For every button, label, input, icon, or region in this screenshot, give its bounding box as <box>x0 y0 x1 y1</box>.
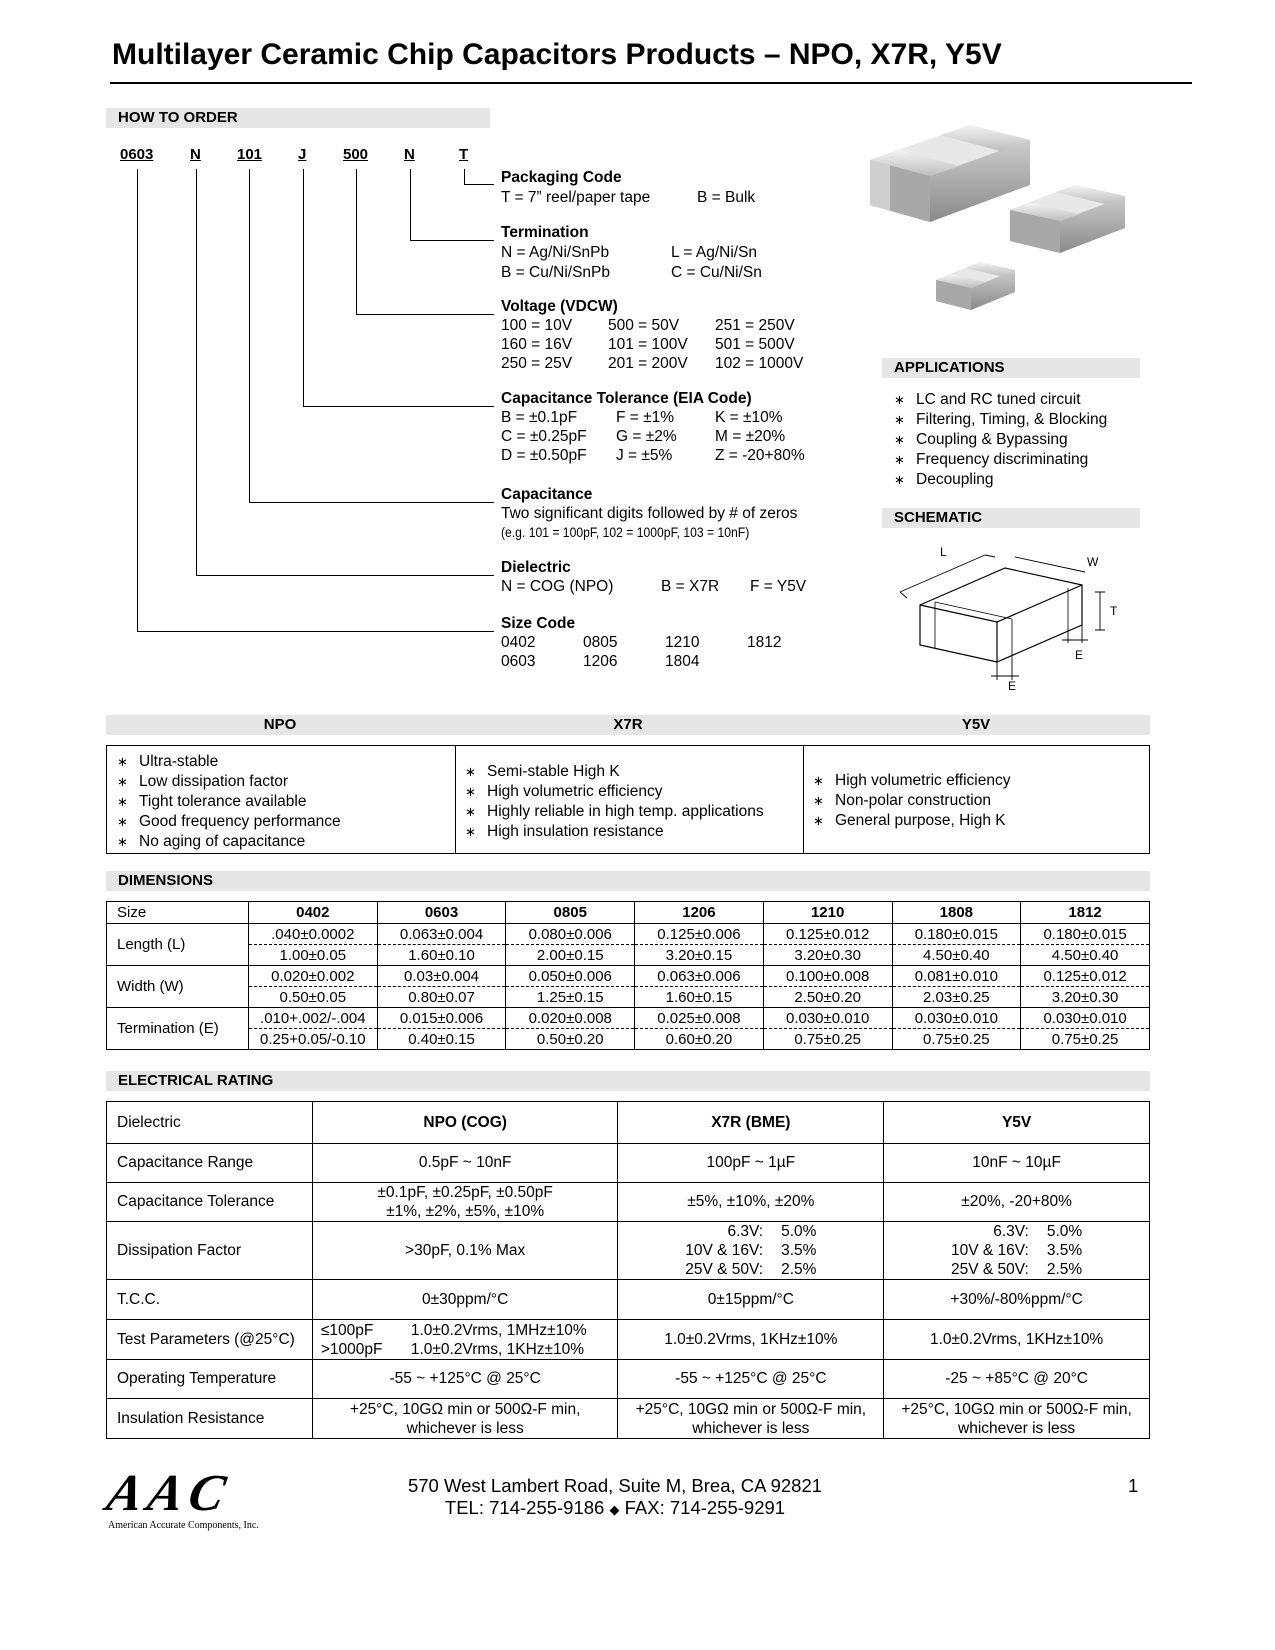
table-cell: 0.50±0.05 <box>248 987 377 1008</box>
table-cell: 0.75±0.25 <box>1021 1029 1150 1050</box>
termination-option: B = Cu/Ni/SnPb <box>501 264 610 281</box>
table-cell <box>884 1399 1150 1439</box>
tolerance-option: C = ±0.25pF <box>501 428 587 445</box>
list-item: ∗ Semi-stable High K <box>461 762 764 782</box>
list-item: ∗ No aging of capacitance <box>113 832 341 852</box>
voltage-option: 500 = 50V <box>608 317 680 334</box>
size-code-option: 0603 <box>501 653 536 670</box>
features-x7r-list <box>461 762 764 842</box>
cell-line: ±1%, ±2%, ±5%, ±10% <box>386 1203 545 1220</box>
cell-text: ≤100pF <box>320 1321 374 1339</box>
termination-option: N = Ag/Ni/SnPb <box>501 244 610 261</box>
list-item: ∗ High volumetric efficiency <box>461 782 764 802</box>
tolerance-option: J = ±5% <box>616 447 673 464</box>
table-cell <box>618 1222 884 1280</box>
table-row <box>107 1183 1150 1222</box>
voltage-option: 160 = 16V <box>501 336 573 353</box>
table-row <box>107 1280 1150 1320</box>
features-header-y5v: Y5V <box>961 716 991 733</box>
table-cell: 0.030±0.010 <box>1021 1008 1150 1029</box>
voltage-option: 201 = 200V <box>608 355 688 372</box>
table-cell: >30pF, 0.1% Max <box>312 1222 618 1280</box>
diamond-icon: ◆ <box>609 1502 620 1517</box>
row-label: Capacitance Tolerance <box>107 1183 313 1222</box>
cell-text: 3.5% <box>1046 1242 1083 1259</box>
tolerance-option: D = ±0.50pF <box>501 447 587 464</box>
size-code-option: 0805 <box>583 634 618 651</box>
voltage-option: 250 = 25V <box>501 355 573 372</box>
table-cell: 0.030±0.010 <box>763 1008 892 1029</box>
how-to-order-header: HOW TO ORDER <box>106 108 490 128</box>
cell-text: 1.0±0.2Vrms, 1KHz±10% <box>410 1340 585 1358</box>
table-cell: 1.25±0.15 <box>506 987 635 1008</box>
column-header: NPO (COG) <box>312 1102 618 1144</box>
tolerance-option: G = ±2% <box>616 428 677 445</box>
table-cell: 1.60±0.15 <box>635 987 764 1008</box>
size-column-header: 0805 <box>506 902 635 924</box>
schematic-label-t: T <box>1110 604 1118 618</box>
cell-text: 10V & 16V: <box>951 1242 1029 1259</box>
size-column-header: 1210 <box>763 902 892 924</box>
cell-text: 10V & 16V: <box>685 1242 764 1259</box>
table-row <box>107 945 1150 966</box>
size-code-option: 0402 <box>501 634 536 651</box>
table-cell: 0±30ppm/°C <box>312 1280 618 1320</box>
schematic-header: SCHEMATIC <box>882 508 1140 528</box>
list-item: ∗ High insulation resistance <box>461 822 764 842</box>
electrical-rating-header: ELECTRICAL RATING <box>106 1071 1150 1091</box>
voltage-section <box>501 297 803 373</box>
code-voltage: 500 <box>343 146 369 163</box>
cell-line: whichever is less <box>692 1419 810 1437</box>
table-row <box>107 987 1150 1008</box>
list-item: ∗ LC and RC tuned circuit <box>890 390 1107 410</box>
table-cell: 4.50±0.40 <box>892 945 1021 966</box>
table-cell: 0.40±0.15 <box>377 1029 506 1050</box>
cell-text: 2.5% <box>781 1261 817 1278</box>
table-cell <box>312 1320 618 1360</box>
capacitance-title: Capacitance <box>501 486 593 503</box>
tolerance-title: Capacitance Tolerance (EIA Code) <box>501 390 752 407</box>
dimensions-header: DIMENSIONS <box>106 871 1150 891</box>
features-header <box>106 715 1150 735</box>
table-cell: 0.125±0.006 <box>635 924 764 945</box>
table-cell: 0.60±0.20 <box>635 1029 764 1050</box>
table-cell: 0.100±0.008 <box>763 966 892 987</box>
footer-tel: TEL: 714-255-9186 <box>444 1497 605 1518</box>
cell-line: +25°C, 10GΩ min or 500Ω-F min, <box>635 1400 867 1418</box>
table-cell: 0.180±0.015 <box>1021 924 1150 945</box>
column-header: Y5V <box>884 1102 1150 1144</box>
capacitance-description: Two significant digits followed by # of zeros <box>501 505 798 522</box>
table-cell: .040±0.0002 <box>248 924 377 945</box>
table-cell <box>884 1222 1150 1280</box>
dissipation-factor-x7r <box>685 1222 816 1279</box>
cell-line: whichever is less <box>406 1419 524 1437</box>
row-label: T.C.C. <box>107 1280 313 1320</box>
footer-address: 570 West Lambert Road, Suite M, Brea, CA 92821 <box>407 1475 823 1496</box>
dissipation-factor-y5v <box>951 1222 1082 1279</box>
code-capacitance: 101 <box>237 146 263 163</box>
list-item: ∗ Decoupling <box>890 470 1107 490</box>
termination-section <box>501 223 762 283</box>
code-tolerance: J <box>298 146 307 163</box>
list-item: ∗ Coupling & Bypassing <box>890 430 1107 450</box>
table-cell: 100pF ~ 1µF <box>618 1144 884 1183</box>
cell-text: 1.0±0.2Vrms, 1MHz±10% <box>410 1321 587 1339</box>
table-row <box>107 1029 1150 1050</box>
row-label: Length (L) <box>107 924 249 966</box>
table-cell <box>312 1399 618 1439</box>
table-cell: ±5%, ±10%, ±20% <box>618 1183 884 1222</box>
features-npo-list <box>113 752 341 852</box>
applications-header: APPLICATIONS <box>882 358 1140 378</box>
table-cell: 2.50±0.20 <box>763 987 892 1008</box>
column-header: Dielectric <box>107 1102 313 1144</box>
table-cell: -55 ~ +125°C @ 25°C <box>618 1360 884 1399</box>
table-row <box>107 1222 1150 1280</box>
list-item: ∗ Good frequency performance <box>113 812 341 832</box>
table-cell: 3.20±0.30 <box>1021 987 1150 1008</box>
list-item: ∗ Non-polar construction <box>809 791 1010 811</box>
code-size: 0603 <box>120 146 154 163</box>
tolerance-option: B = ±0.1pF <box>501 409 578 426</box>
tolerance-option: M = ±20% <box>715 428 786 445</box>
schematic-diagram <box>885 540 1145 700</box>
size-code-title: Size Code <box>501 615 576 632</box>
cell-line: ±0.1pF, ±0.25pF, ±0.50pF <box>377 1184 553 1201</box>
cell-text: 25V & 50V: <box>685 1261 764 1278</box>
dielectric-option: B = X7R <box>661 578 720 595</box>
size-code-option: 1804 <box>665 653 700 670</box>
table-cell: -55 ~ +125°C @ 25°C <box>312 1360 618 1399</box>
table-cell: 0.020±0.002 <box>248 966 377 987</box>
table-cell <box>312 1183 618 1222</box>
electrical-rating-table <box>106 1101 1150 1439</box>
cell-text: 2.5% <box>1046 1261 1083 1278</box>
table-cell: 2.00±0.15 <box>506 945 635 966</box>
dielectric-section <box>501 558 806 596</box>
table-cell: 0.015±0.006 <box>377 1008 506 1029</box>
table-cell: 1.0±0.2Vrms, 1KHz±10% <box>618 1320 884 1360</box>
table-row <box>107 1399 1150 1439</box>
termination-option: L = Ag/Ni/Sn <box>671 244 758 261</box>
footer-contact <box>380 1475 850 1521</box>
table-cell: 0.081±0.010 <box>892 966 1021 987</box>
tolerance-section <box>501 389 805 465</box>
company-logo: AAC <box>102 1465 237 1522</box>
cell-text: 5.0% <box>1046 1223 1083 1240</box>
row-label: Width (W) <box>107 966 249 1008</box>
packaging-title: Packaging Code <box>501 169 622 186</box>
packaging-option-t: T = 7” reel/paper tape <box>501 189 651 206</box>
table-cell: 4.50±0.40 <box>1021 945 1150 966</box>
table-cell: 0.180±0.015 <box>892 924 1021 945</box>
table-row <box>107 924 1150 945</box>
voltage-title: Voltage (VDCW) <box>501 298 618 315</box>
voltage-option: 251 = 250V <box>715 317 795 334</box>
table-cell <box>618 1399 884 1439</box>
size-code-option: 1812 <box>747 634 782 651</box>
table-cell: 0.025±0.008 <box>635 1008 764 1029</box>
company-name: American Accurate Components, Inc. <box>108 1520 259 1531</box>
row-label: Termination (E) <box>107 1008 249 1050</box>
features-y5v-list <box>809 771 1010 831</box>
list-item: ∗ High volumetric efficiency <box>809 771 1010 791</box>
tolerance-option: Z = -20+80% <box>715 447 805 464</box>
cell-text: 25V & 50V: <box>951 1261 1029 1278</box>
size-column-header: 1812 <box>1021 902 1150 924</box>
code-dielectric: N <box>190 146 201 163</box>
table-cell: +30%/-80%ppm/°C <box>884 1280 1150 1320</box>
schematic-label-w: W <box>1087 555 1099 569</box>
size-code-option: 1210 <box>665 634 700 651</box>
table-cell: 0.125±0.012 <box>763 924 892 945</box>
table-cell: 0.25+0.05/-0.10 <box>248 1029 377 1050</box>
table-row <box>107 1008 1150 1029</box>
schematic-label-l: L <box>940 545 947 559</box>
cell-line: whichever is less <box>958 1419 1076 1437</box>
cell-line: +25°C, 10GΩ min or 500Ω-F min, <box>901 1400 1132 1418</box>
list-item: ∗ Ultra-stable <box>113 752 341 772</box>
table-cell: ±20%, -20+80% <box>884 1183 1150 1222</box>
table-cell: -25 ~ +85°C @ 20°C <box>884 1360 1150 1399</box>
table-row <box>107 1144 1150 1183</box>
table-cell: 0.063±0.004 <box>377 924 506 945</box>
row-label: Dissipation Factor <box>107 1222 313 1280</box>
dimensions-table <box>106 901 1150 1050</box>
tolerance-option: K = ±10% <box>715 409 783 426</box>
features-header-npo: NPO <box>263 716 297 733</box>
table-cell: 0±15ppm/°C <box>618 1280 884 1320</box>
applications-list <box>890 390 1107 490</box>
dielectric-title: Dielectric <box>501 559 571 576</box>
size-column-header: 0603 <box>377 902 506 924</box>
row-label: Insulation Resistance <box>107 1399 313 1439</box>
cell-text: 6.3V: <box>993 1223 1029 1240</box>
title-divider <box>110 82 1192 84</box>
size-code-section <box>501 614 781 671</box>
cell-text: 3.5% <box>781 1242 817 1259</box>
voltage-option: 501 = 500V <box>715 336 795 353</box>
list-item: ∗ General purpose, High K <box>809 811 1010 831</box>
list-item: ∗ Frequency discriminating <box>890 450 1107 470</box>
termination-option: C = Cu/Ni/Sn <box>671 264 762 281</box>
page-title: Multilayer Ceramic Chip Capacitors Products – NPO, X7R, Y5V <box>112 38 1002 71</box>
table-cell: .010+.002/-.004 <box>248 1008 377 1029</box>
table-cell: 0.75±0.25 <box>892 1029 1021 1050</box>
table-cell: 1.60±0.10 <box>377 945 506 966</box>
list-item: ∗ Tight tolerance available <box>113 792 341 812</box>
termination-title: Termination <box>501 224 589 241</box>
dielectric-option: N = COG (NPO) <box>501 578 614 595</box>
capacitance-section <box>501 485 797 542</box>
page-number: 1 <box>1128 1475 1139 1496</box>
packaging-option-b: B = Bulk <box>697 189 756 206</box>
row-label: Operating Temperature <box>107 1360 313 1399</box>
size-label: Size <box>107 902 249 924</box>
table-cell: 0.5pF ~ 10nF <box>312 1144 618 1183</box>
row-label: Test Parameters (@25°C) <box>107 1320 313 1360</box>
table-cell: 0.020±0.008 <box>506 1008 635 1029</box>
list-item: ∗ Filtering, Timing, & Blocking <box>890 410 1107 430</box>
code-packaging: T <box>459 146 469 163</box>
schematic-label-e: E <box>1075 648 1084 662</box>
table-cell: 0.063±0.006 <box>635 966 764 987</box>
voltage-option: 100 = 10V <box>501 317 573 334</box>
cell-line: +25°C, 10GΩ min or 500Ω-F min, <box>349 1400 581 1418</box>
cell-text: 6.3V: <box>727 1223 764 1240</box>
table-cell: 0.03±0.004 <box>377 966 506 987</box>
size-column-header: 1808 <box>892 902 1021 924</box>
table-cell: 0.125±0.012 <box>1021 966 1150 987</box>
capacitance-example: (e.g. 101 = 100pF, 102 = 1000pF, 103 = 10nF) <box>501 525 750 540</box>
table-cell: 10nF ~ 10µF <box>884 1144 1150 1183</box>
table-cell: 0.050±0.006 <box>506 966 635 987</box>
features-header-x7r: X7R <box>613 716 643 733</box>
footer-fax: FAX: 714-255-9291 <box>624 1497 786 1518</box>
table-cell: 0.80±0.07 <box>377 987 506 1008</box>
voltage-option: 102 = 1000V <box>715 355 804 372</box>
table-row <box>107 1360 1150 1399</box>
tolerance-option: F = ±1% <box>616 409 675 426</box>
table-row <box>107 1320 1150 1360</box>
schematic-label-e: E <box>1008 679 1017 693</box>
column-header: X7R (BME) <box>618 1102 884 1144</box>
table-cell: 2.03±0.25 <box>892 987 1021 1008</box>
packaging-section <box>501 168 755 208</box>
cell-text: >1000pF <box>320 1340 383 1358</box>
dielectric-option: F = Y5V <box>750 578 807 595</box>
code-termination: N <box>404 146 415 163</box>
size-column-header: 0402 <box>248 902 377 924</box>
list-item: ∗ Low dissipation factor <box>113 772 341 792</box>
table-cell: 3.20±0.15 <box>635 945 764 966</box>
features-box <box>106 745 1150 854</box>
table-row <box>107 966 1150 987</box>
cell-text: 5.0% <box>781 1223 817 1240</box>
size-column-header: 1206 <box>635 902 764 924</box>
list-item: ∗ Highly reliable in high temp. applications <box>461 802 764 822</box>
size-code-option: 1206 <box>583 653 618 670</box>
table-cell: 0.080±0.006 <box>506 924 635 945</box>
capacitor-chips-image <box>860 110 1180 320</box>
table-cell: 3.20±0.30 <box>763 945 892 966</box>
table-cell: 1.00±0.05 <box>248 945 377 966</box>
table-cell: 1.0±0.2Vrms, 1KHz±10% <box>884 1320 1150 1360</box>
row-label: Capacitance Range <box>107 1144 313 1183</box>
table-cell: 0.50±0.20 <box>506 1029 635 1050</box>
table-cell: 0.030±0.010 <box>892 1008 1021 1029</box>
voltage-option: 101 = 100V <box>608 336 688 353</box>
table-cell: 0.75±0.25 <box>763 1029 892 1050</box>
